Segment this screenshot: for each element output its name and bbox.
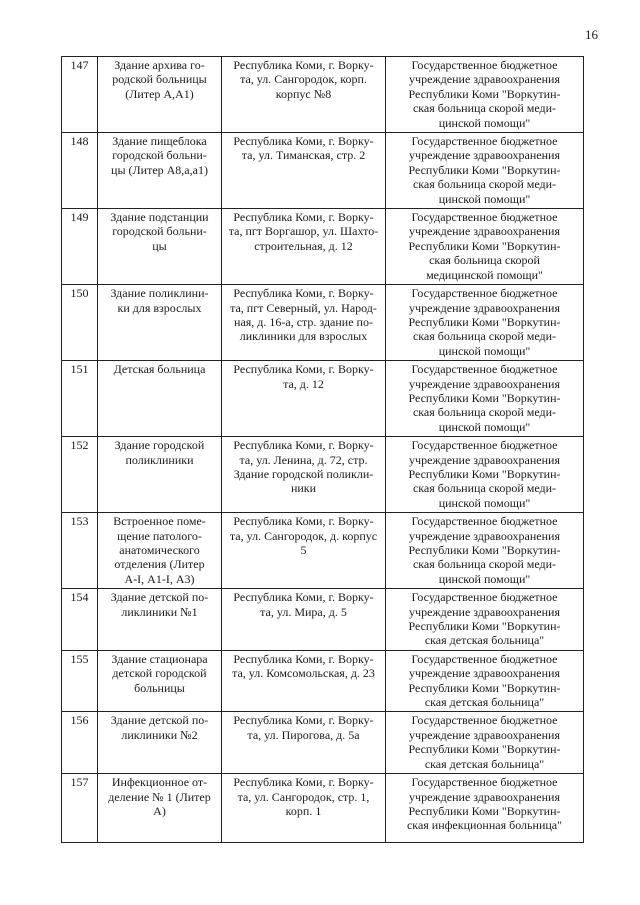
- object-name-line: (Литер А,А1): [125, 86, 194, 101]
- organization-line: Государственное бюджетное: [411, 651, 558, 666]
- organization-line: Государственное бюджетное: [411, 134, 558, 149]
- table-row: [62, 209, 584, 285]
- row-number: 152: [62, 437, 98, 513]
- organization-line: учреждение здравоохранения: [409, 528, 560, 543]
- organization-line: учреждение здравоохранения: [409, 666, 560, 681]
- address-line: Республика Коми, г. Ворку-: [233, 58, 374, 72]
- organization-line: Республики Коми "Воркутин-: [408, 162, 561, 177]
- object-name-line: Встроенное поме-: [113, 514, 206, 529]
- row-number: 147: [62, 57, 98, 133]
- organization-line: цинской помощи": [438, 495, 531, 510]
- address-line: Республика Коми, г. Ворку-: [233, 210, 374, 225]
- object-name-cell: [98, 774, 222, 843]
- organization-line: ская больница скорой меди-: [412, 101, 557, 116]
- object-name-line: Здание стационара: [111, 651, 208, 666]
- row-number: 148: [62, 133, 98, 209]
- object-name-line: городской больни-: [112, 148, 207, 163]
- organization-line: Республики Коми "Воркутин-: [408, 86, 561, 101]
- organization-cell: [386, 285, 584, 361]
- organization-line: Государственное бюджетное: [411, 775, 558, 790]
- table-row: [62, 57, 584, 133]
- address-line: Здание городской поликли-: [233, 466, 374, 481]
- object-name-line: больницы: [134, 680, 185, 695]
- address-line: корпус №8: [275, 86, 332, 101]
- object-name-line: Детская больница: [113, 362, 206, 377]
- object-name-cell: [98, 589, 222, 651]
- row-number: 154: [62, 589, 98, 651]
- organization-cell: [386, 57, 584, 133]
- row-number: 150: [62, 285, 98, 361]
- address-line: Республика Коми, г. Ворку-: [233, 713, 374, 728]
- organization-line: Государственное бюджетное: [411, 58, 558, 72]
- object-name-cell: [98, 437, 222, 513]
- table-row: [62, 589, 584, 651]
- object-name-line: Здание городской: [114, 438, 205, 453]
- object-name-cell: [98, 361, 222, 437]
- object-name-line: деление № 1 (Литер: [108, 789, 211, 804]
- object-name-line: цы: [152, 238, 167, 253]
- address-cell: [222, 361, 386, 437]
- address-line: та, ул. Пирогова, д. 5а: [247, 727, 360, 742]
- table-row: [62, 650, 584, 712]
- address-cell: [222, 513, 386, 589]
- organization-line: Республики Коми "Воркутин-: [408, 314, 561, 329]
- address-line: та, пгт Воргашор, ул. Шахто-: [228, 224, 379, 239]
- table-row: [62, 285, 584, 361]
- address-line: та, пгт Северный, ул. Народ-: [230, 300, 377, 315]
- object-name-line: Здание пищеблока: [112, 134, 207, 149]
- organization-cell: [386, 133, 584, 209]
- property-registry-table: [61, 56, 584, 843]
- address-cell: [222, 133, 386, 209]
- table-row: [62, 437, 584, 513]
- row-number: 153: [62, 513, 98, 589]
- address-line: Республика Коми, г. Ворку-: [233, 590, 374, 605]
- address-line: ники: [290, 481, 317, 496]
- address-line: та, ул. Ленина, д. 72, стр.: [239, 452, 368, 467]
- object-name-line: анатомического: [119, 543, 200, 557]
- organization-line: Государственное бюджетное: [411, 286, 558, 301]
- address-cell: [222, 650, 386, 712]
- row-number: 157: [62, 774, 98, 843]
- organization-line: Республики Коми "Воркутин-: [408, 390, 561, 405]
- address-line: Республика Коми, г. Ворку-: [233, 514, 374, 529]
- address-line: та, ул. Сангородок, стр. 1,: [237, 789, 370, 804]
- table-row: [62, 133, 584, 209]
- organization-line: медицинской помощи": [426, 267, 543, 282]
- address-line: Республика Коми, г. Ворку-: [233, 286, 374, 301]
- organization-line: учреждение здравоохранения: [409, 224, 560, 239]
- object-name-line: щение патолого-: [117, 528, 202, 543]
- address-line: ная, д. 16-а, стр. здание по-: [234, 314, 373, 329]
- organization-line: Государственное бюджетное: [411, 438, 558, 453]
- organization-line: Республики Коми "Воркутин-: [408, 742, 561, 757]
- address-cell: [222, 774, 386, 843]
- organization-line: цинской помощи": [438, 115, 531, 130]
- organization-line: ская детская больница": [424, 695, 545, 710]
- organization-line: Государственное бюджетное: [411, 362, 558, 377]
- organization-line: Государственное бюджетное: [411, 713, 558, 728]
- address-cell: [222, 57, 386, 133]
- organization-line: Республики Коми "Воркутин-: [408, 803, 561, 818]
- object-name-line: Здание детской по-: [110, 590, 209, 605]
- object-name-line: Здание архива го-: [114, 58, 205, 72]
- address-line: Республика Коми, г. Ворку-: [233, 775, 374, 790]
- organization-line: цинской помощи": [438, 419, 531, 434]
- organization-line: Республики Коми "Воркутин-: [408, 619, 561, 634]
- object-name-cell: [98, 57, 222, 133]
- organization-line: учреждение здравоохранения: [409, 148, 560, 163]
- organization-line: Государственное бюджетное: [411, 210, 558, 225]
- organization-cell: [386, 209, 584, 285]
- address-line: та, д. 12: [283, 376, 324, 391]
- object-name-cell: [98, 285, 222, 361]
- object-name-line: Инфекционное от-: [111, 775, 208, 790]
- object-name-cell: [98, 133, 222, 209]
- organization-line: Республики Коми "Воркутин-: [408, 680, 561, 695]
- table-row: [62, 361, 584, 437]
- address-line: корп. 1: [285, 803, 322, 818]
- row-number: 155: [62, 650, 98, 712]
- object-name-line: А): [153, 803, 166, 818]
- organization-line: учреждение здравоохранения: [409, 789, 560, 804]
- table-row: [62, 513, 584, 589]
- organization-cell: [386, 774, 584, 843]
- object-name-line: Здание подстанции: [110, 210, 209, 225]
- object-name-line: ки для взрослых: [117, 300, 202, 315]
- address-line: ликлиники для взрослых: [239, 329, 368, 344]
- address-cell: [222, 437, 386, 513]
- address-line: та, ул. Тиманская, стр. 2: [241, 148, 366, 163]
- address-cell: [222, 209, 386, 285]
- organization-cell: [386, 513, 584, 589]
- address-cell: [222, 712, 386, 774]
- organization-line: учреждение здравоохранения: [409, 72, 560, 87]
- row-number: 151: [62, 361, 98, 437]
- object-name-line: родской больницы: [112, 72, 207, 87]
- address-line: Республика Коми, г. Ворку-: [233, 651, 374, 666]
- object-name-line: поликлиники: [125, 452, 194, 467]
- address-line: та, ул. Сангородок, корп.: [240, 72, 367, 87]
- organization-cell: [386, 361, 584, 437]
- object-name-line: ликлиники №1: [121, 604, 198, 619]
- address-line: строительная, д. 12: [254, 238, 353, 253]
- object-name-line: детской городской: [112, 666, 207, 681]
- object-name-cell: [98, 650, 222, 712]
- organization-line: ская больница скорой меди-: [412, 481, 557, 496]
- organization-line: Республики Коми "Воркутин-: [408, 543, 561, 557]
- organization-line: ская детская больница": [424, 633, 545, 648]
- organization-line: учреждение здравоохранения: [409, 727, 560, 742]
- object-name-line: Здание поликлини-: [110, 286, 209, 301]
- organization-line: учреждение здравоохранения: [409, 604, 560, 619]
- organization-line: Государственное бюджетное: [411, 590, 558, 605]
- organization-line: Республики Коми "Воркутин-: [408, 238, 561, 253]
- address-line: та, ул. Мира, д. 5: [260, 604, 347, 619]
- object-name-line: городской больни-: [112, 224, 207, 239]
- object-name-cell: [98, 513, 222, 589]
- address-cell: [222, 285, 386, 361]
- object-name-line: цы (Литер А8,а,а1): [111, 162, 208, 177]
- organization-line: ская инфекционная больница": [406, 818, 563, 833]
- organization-line: учреждение здравоохранения: [409, 300, 560, 315]
- organization-line: ская больница скорой меди-: [412, 557, 557, 572]
- organization-line: учреждение здравоохранения: [409, 376, 560, 391]
- address-line: та, ул. Комсомольская, д. 23: [232, 666, 375, 681]
- organization-cell: [386, 712, 584, 774]
- organization-line: ская детская больница": [424, 756, 545, 771]
- table-row: [62, 774, 584, 843]
- organization-line: ская больница скорой: [429, 253, 540, 268]
- organization-line: учреждение здравоохранения: [409, 452, 560, 467]
- address-line: Республика Коми, г. Ворку-: [233, 362, 374, 377]
- organization-cell: [386, 589, 584, 651]
- address-cell: [222, 589, 386, 651]
- object-name-line: Здание детской по-: [110, 713, 209, 728]
- organization-cell: [386, 437, 584, 513]
- object-name-cell: [98, 712, 222, 774]
- organization-line: ская больница скорой меди-: [412, 405, 557, 420]
- address-line: Республика Коми, г. Ворку-: [233, 438, 374, 453]
- row-number: 149: [62, 209, 98, 285]
- organization-line: ская больница скорой меди-: [412, 177, 557, 192]
- organization-line: цинской помощи": [438, 191, 531, 206]
- organization-line: цинской помощи": [438, 571, 531, 586]
- object-name-cell: [98, 209, 222, 285]
- table-body: [62, 57, 584, 843]
- page-number: 16: [585, 27, 598, 42]
- address-line: Республика Коми, г. Ворку-: [233, 134, 374, 149]
- object-name-line: ликлиники №2: [121, 727, 198, 742]
- address-line: та, ул. Сангородок, д. корпус: [229, 528, 378, 543]
- organization-line: ская больница скорой меди-: [412, 329, 557, 344]
- organization-line: цинской помощи": [438, 343, 531, 358]
- organization-cell: [386, 650, 584, 712]
- object-name-line: А-I, А1-I, А3): [124, 571, 195, 586]
- organization-line: Республики Коми "Воркутин-: [408, 466, 561, 481]
- table-row: [62, 712, 584, 774]
- object-name-line: отделения (Литер: [114, 557, 205, 572]
- row-number: 156: [62, 712, 98, 774]
- address-line: 5: [300, 543, 307, 557]
- organization-line: Государственное бюджетное: [411, 514, 558, 529]
